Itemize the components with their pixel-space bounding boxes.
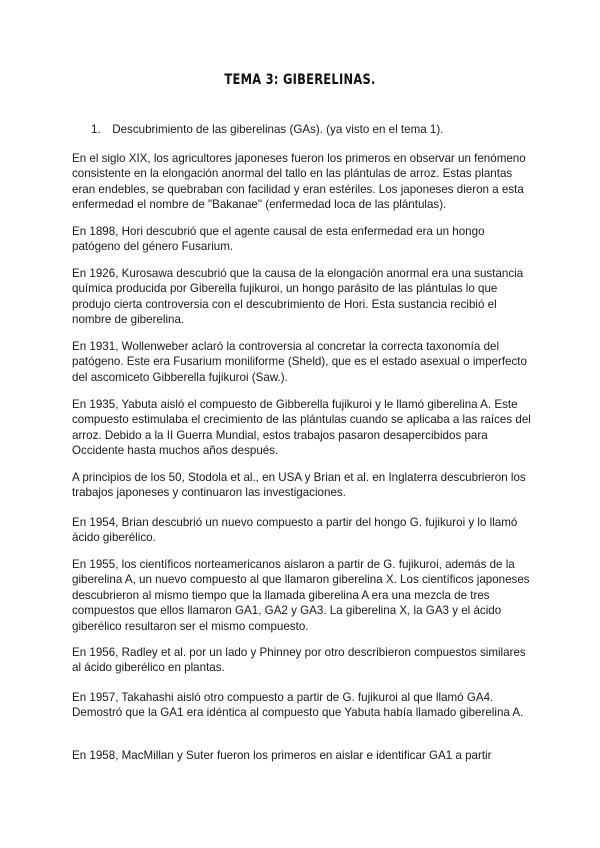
numbered-list-item bbox=[91, 122, 443, 137]
paragraph: En 1898, Hori descubrió que el agente causal de esta enfermedad era un hongo patógeno del género Fusarium. bbox=[72, 225, 485, 254]
paragraph: En 1957, Takahashi aisló otro compuesto a partir de G. fujikuroi al que llamó GA4. Demostró que la GA1 era idéntica al compuesto que Yabuta había llamado giberelina A. bbox=[72, 691, 524, 720]
paragraph: En 1956, Radley et al. por un lado y Phinney por otro describieron compuestos similares al ácido giberélico en plantas. bbox=[72, 646, 526, 675]
paragraph: En 1926, Kurosawa descubrió que la causa de la elongación anormal era una sustancia química producida por Giberella fujikuroi, un hongo parásito de las plántulas lo que produjo cierta controversia con el descubrimiento de Hori. Esta sustancia recibió el nombre de giberelina. bbox=[72, 267, 524, 327]
paragraph: En 1935, Yabuta aisló el compuesto de Gibberella fujikuroi y le llamó giberelina A. Este compuesto estimulaba el crecimiento de las plántulas cuando se aplicaba a las raíces del arroz. Debido a la II Guerra Mundial, estos trabajos pasaron desapercibidos para Occidente hasta muchos años después. bbox=[72, 398, 531, 458]
paragraph: En el siglo XIX, los agricultores japoneses fueron los primeros en observar un fenómeno consistente en la elongación anormal del tallo en las plántulas de arroz. Estas plantas eran endebles, se quebraban con facilidad y eran estériles. Los japoneses dieron a esta enfermedad el nombre de "Bakanae" (enfermedad loca de las plántulas). bbox=[72, 152, 526, 212]
paragraph: En 1958, MacMillan y Suter fueron los primeros en aislar e identificar GA1 a partir bbox=[72, 749, 492, 762]
paragraph: A principios de los 50, Stodola et al., en USA y Brian et al. en Inglaterra descubrieron los trabajos japoneses y continuaron las investigaciones. bbox=[72, 471, 526, 500]
paragraph: En 1931, Wollenweber aclaró la controversia al concretar la correcta taxonomía del patógeno. Este era Fusarium moniliforme (Sheld), que es el estado asexual o imperfecto del ascomiceto Gibberella fujikuroi (Saw.). bbox=[72, 340, 527, 384]
list-item-text: Descubrimiento de las giberelinas (GAs). (ya visto en el tema 1). bbox=[112, 123, 444, 136]
list-number: 1. bbox=[91, 123, 101, 136]
page-title: TEMA 3: GIBERELINAS. bbox=[224, 72, 376, 88]
paragraph: En 1955, los científicos norteamericanos aislaron a partir de G. fujikuroi, además de la giberelina A, un nuevo compuesto al que llamaron giberelina X. Los científicos japoneses descubrieron al mismo tiempo que la llamada giberelina A era una mezcla de tres compuestos que ellos llamaron GA1, GA2 y GA3. La giberelina X, la GA3 y el ácido giberélico resultaron ser el mismo compuesto. bbox=[72, 558, 530, 633]
paragraph: En 1954, Brian descubrió un nuevo compuesto a partir del hongo G. fujikuroi y lo llamó ácido giberélico. bbox=[72, 516, 518, 545]
